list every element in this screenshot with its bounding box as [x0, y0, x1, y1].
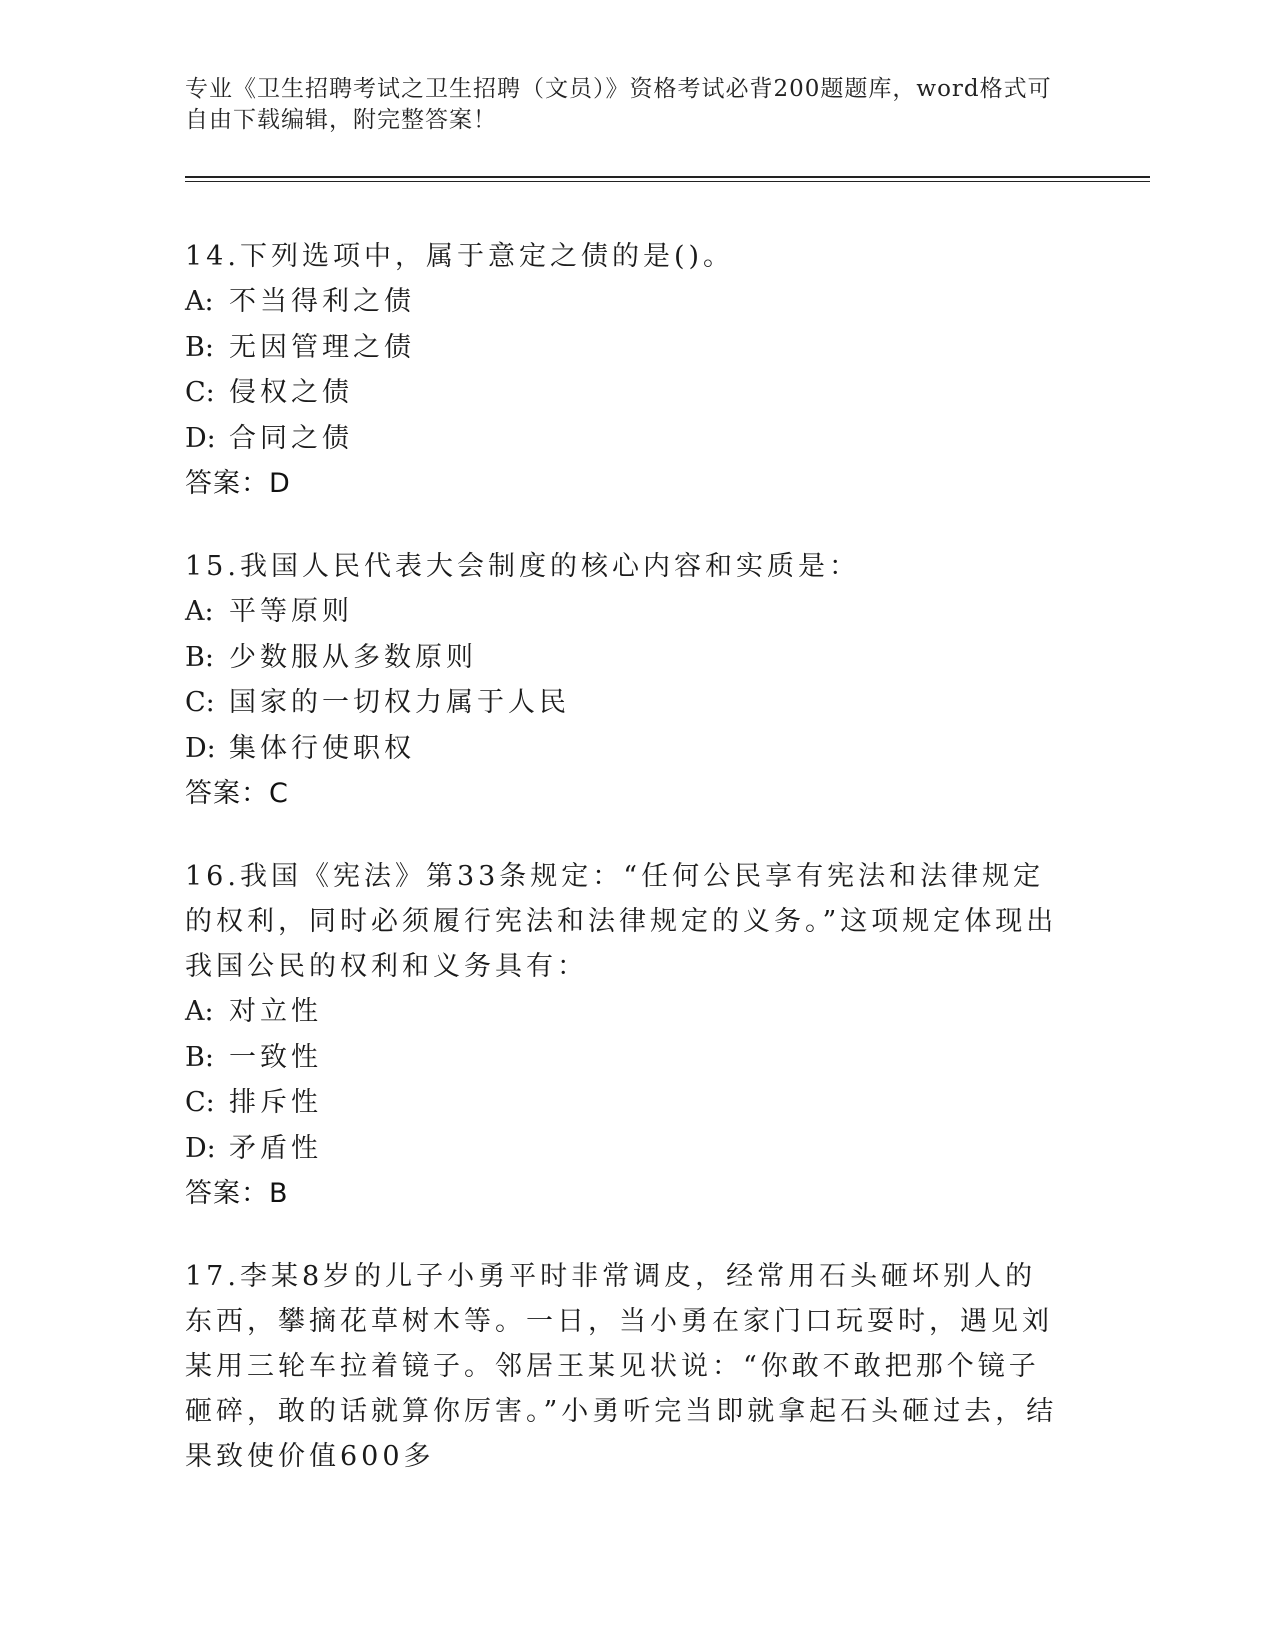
option-a: [185, 279, 1065, 325]
option-d: [185, 1126, 1065, 1172]
question-stem: 16.我国《宪法》第33条规定：“任何公民享有宪法和法律规定的权利，同时必须履行宪法和法律规定的义务。”这项规定体现出我国公民的权利和义务具有：: [185, 861, 1058, 982]
option-d: [185, 726, 1065, 772]
option-text: 无因管理之债: [229, 331, 415, 363]
option-letter: B:: [185, 1041, 214, 1073]
header-divider-thin: [185, 181, 1150, 182]
answer-line: 答案：C: [185, 778, 289, 809]
option-letter: D:: [185, 422, 216, 454]
option-text: 平等原则: [229, 596, 353, 627]
question-list: [185, 234, 1065, 1517]
option-letter: B:: [185, 641, 214, 673]
option-c: [185, 1080, 1065, 1126]
option-b: [185, 635, 1065, 681]
option-b: [185, 1035, 1065, 1081]
question-15: [185, 544, 1065, 816]
option-text: 矛盾性: [229, 1132, 322, 1164]
option-letter: A:: [185, 596, 214, 627]
option-text: 对立性: [229, 996, 322, 1027]
question-16: [185, 854, 1065, 1216]
option-text: 一致性: [229, 1041, 322, 1073]
question-stem: 15.我国人民代表大会制度的核心内容和实质是：: [185, 551, 860, 582]
option-b: [185, 325, 1065, 371]
option-c: [185, 680, 1065, 726]
answer-line: 答案：D: [185, 468, 291, 499]
option-text: 不当得利之债: [229, 286, 415, 317]
option-d: [185, 416, 1065, 462]
option-text: 少数服从多数原则: [229, 641, 477, 673]
answer-line: 答案：B: [185, 1178, 289, 1209]
option-text: 侵权之债: [229, 377, 353, 408]
question-stem: 14.下列选项中，属于意定之债的是()。: [185, 241, 735, 272]
option-letter: C:: [185, 687, 215, 718]
option-a: [185, 589, 1065, 635]
option-text: 排斥性: [229, 1087, 322, 1118]
question-17: [185, 1254, 1065, 1479]
option-letter: B:: [185, 331, 214, 363]
option-letter: D:: [185, 732, 216, 764]
option-letter: A:: [185, 996, 214, 1027]
option-c: [185, 370, 1065, 416]
question-14: [185, 234, 1065, 506]
option-letter: D:: [185, 1132, 216, 1164]
option-text: 集体行使职权: [229, 732, 415, 764]
option-letter: A:: [185, 286, 214, 317]
option-text: 合同之债: [229, 422, 353, 454]
option-a: [185, 989, 1065, 1035]
header-divider: [185, 176, 1150, 178]
option-letter: C:: [185, 377, 215, 408]
option-letter: C:: [185, 1087, 215, 1118]
document-header: 专业《卫生招聘考试之卫生招聘（文员）》资格考试必背200题题库，word格式可自由下载编辑，附完整答案！: [185, 76, 1052, 133]
question-stem: 17.李某8岁的儿子小勇平时非常调皮，经常用石头砸坏别人的东西，攀摘花草树木等。一日，当小勇在家门口玩耍时，遇见刘某用三轮车拉着镜子。邻居王某见状说：“你敢不敢把那个镜子砸碎，敢的话就算你厉害。”小勇听完当即就拿起石头砸过去，结果致使价值600多: [185, 1261, 1058, 1472]
option-text: 国家的一切权力属于人民: [229, 687, 570, 718]
